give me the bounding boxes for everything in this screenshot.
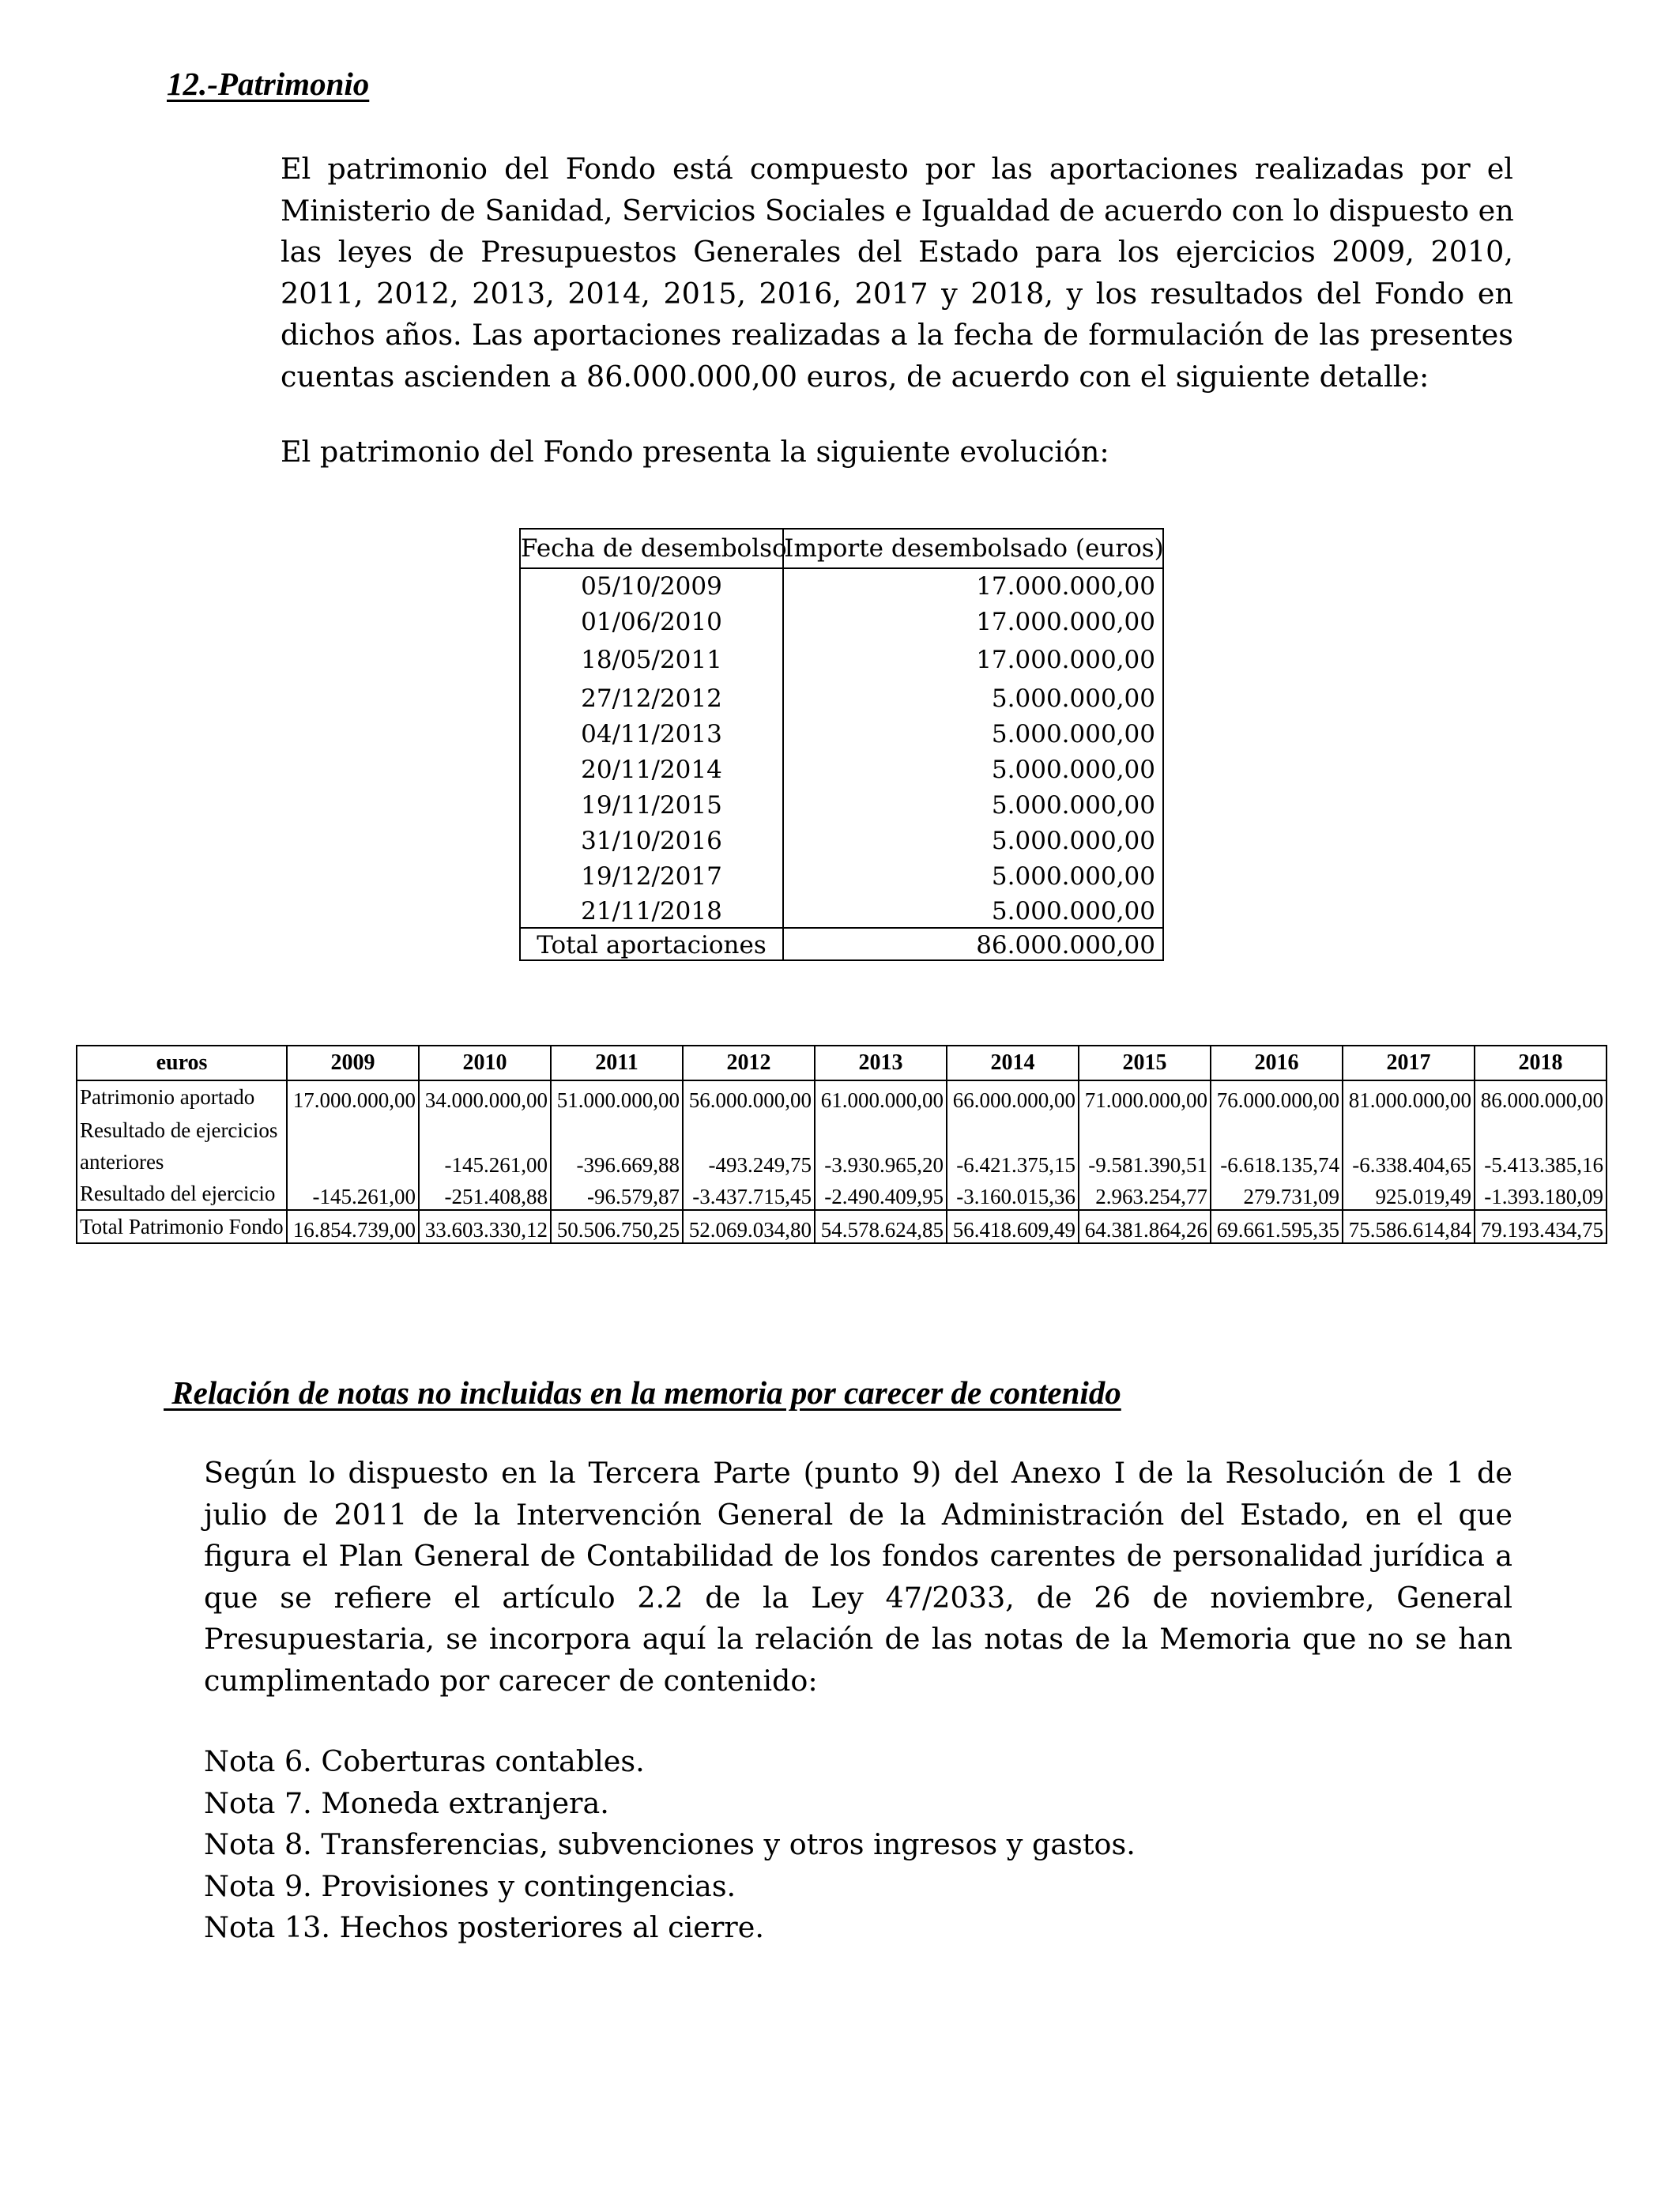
table-row	[77, 1178, 1607, 1210]
value-cell: -3.930.965,20	[815, 1113, 947, 1178]
section-title-patrimonio: 12.-Patrimonio	[167, 66, 370, 102]
row-amount: 17.000.000,00	[976, 572, 1155, 601]
paragraph-line: cuentas ascienden a 86.000.000,00 euros, de acuerdo con el siguiente detalle:	[281, 359, 1430, 394]
row-label: Resultado de ejercicios anteriores	[77, 1113, 287, 1178]
total-divider	[521, 927, 1162, 929]
value-cell: 76.000.000,00	[1211, 1080, 1343, 1113]
value-cell: 279.731,09	[1211, 1178, 1343, 1210]
value-cell: 56.000.000,00	[683, 1080, 815, 1113]
paragraph-line: dichos años. Las aportaciones realizadas a la fecha de formulación de las presentes	[281, 318, 1513, 352]
patrimonio-paragraph	[281, 149, 1513, 398]
row-date: 20/11/2014	[581, 756, 722, 784]
row-date: 27/12/2012	[581, 684, 722, 713]
total-label: Total aportaciones	[537, 931, 767, 959]
paragraph-line: Según lo dispuesto en la Tercera Parte (punto 9) del Anexo I de la Resolución de 1 de	[204, 1456, 1512, 1490]
value-cell: -3.437.715,45	[683, 1178, 815, 1210]
value-cell: 2.963.254,77	[1079, 1178, 1211, 1210]
row-amount: 5.000.000,00	[991, 756, 1155, 784]
table-row	[77, 1113, 1607, 1178]
value-cell: 54.578.624,85	[815, 1210, 947, 1243]
value-cell: -9.581.390,51	[1079, 1113, 1211, 1178]
value-cell: -2.490.409,95	[815, 1178, 947, 1210]
value-cell: 51.000.000,00	[551, 1080, 683, 1113]
section-title-notas: Relación de notas no incluidas en la memoria por carecer de contenido	[164, 1374, 1121, 1411]
row-date: 05/10/2009	[581, 572, 722, 601]
value-cell: 52.069.034,80	[683, 1210, 815, 1243]
header-fecha: Fecha de desembolso	[521, 534, 787, 563]
row-amount: 5.000.000,00	[991, 720, 1155, 748]
list-item: Nota 8. Transferencias, subvenciones y otros ingresos y gastos.	[204, 1827, 1136, 1861]
value-cell: 71.000.000,00	[1079, 1080, 1211, 1113]
row-date: 01/06/2010	[581, 608, 722, 636]
value-cell: 75.586.614,84	[1343, 1210, 1475, 1243]
value-cell: 50.506.750,25	[551, 1210, 683, 1243]
value-cell: 56.418.609,49	[947, 1210, 1079, 1243]
paragraph-line: Ministerio de Sanidad, Servicios Sociales e Igualdad de acuerdo con lo dispuesto en	[281, 193, 1514, 228]
row-date: 18/05/2011	[581, 646, 722, 674]
header-cell: 2012	[683, 1046, 815, 1080]
header-cell: 2018	[1475, 1046, 1607, 1080]
patrimonio-evolution-table	[76, 1045, 1607, 1244]
value-cell: 69.661.595,35	[1211, 1210, 1343, 1243]
row-amount: 5.000.000,00	[991, 827, 1155, 855]
row-label: Total Patrimonio Fondo	[77, 1210, 287, 1243]
value-cell	[287, 1113, 419, 1178]
row-amount: 17.000.000,00	[976, 608, 1155, 636]
value-cell: -5.413.385,16	[1475, 1113, 1607, 1178]
value-cell: 66.000.000,00	[947, 1080, 1079, 1113]
row-date: 04/11/2013	[581, 720, 722, 748]
paragraph-line: julio de 2011 de la Intervención General de la Administración del Estado, en el que	[204, 1497, 1512, 1532]
value-cell: 16.854.739,00	[287, 1210, 419, 1243]
value-cell: -6.421.375,15	[947, 1113, 1079, 1178]
header-cell: 2016	[1211, 1046, 1343, 1080]
value-cell: 79.193.434,75	[1475, 1210, 1607, 1243]
header-cell: 2011	[551, 1046, 683, 1080]
row-amount: 5.000.000,00	[991, 897, 1155, 925]
list-item: Nota 7. Moneda extranjera.	[204, 1785, 609, 1820]
table-row	[77, 1080, 1607, 1113]
list-item: Nota 9. Provisiones y contingencias.	[204, 1868, 736, 1903]
evolution-intro: El patrimonio del Fondo presenta la siguiente evolución:	[281, 435, 1109, 469]
header-importe: Importe desembolsado (euros)	[784, 534, 1164, 563]
value-cell: -6.618.135,74	[1211, 1113, 1343, 1178]
value-cell: -1.393.180,09	[1475, 1178, 1607, 1210]
header-divider	[521, 567, 1162, 569]
paragraph-line: Presupuestaria, se incorpora aquí la relación de las notas de la Memoria que no se han	[204, 1622, 1512, 1656]
row-amount: 5.000.000,00	[991, 862, 1155, 891]
paragraph-line: cumplimentado por carecer de contenido:	[204, 1663, 818, 1698]
paragraph-line: El patrimonio del Fondo está compuesto por las aportaciones realizadas por el	[281, 152, 1513, 186]
value-cell: -3.160.015,36	[947, 1178, 1079, 1210]
value-cell: -396.669,88	[551, 1113, 683, 1178]
paragraph-line: las leyes de Presupuestos Generales del Estado para los ejercicios 2009, 2010,	[281, 235, 1513, 269]
value-cell: 64.381.864,26	[1079, 1210, 1211, 1243]
table-row	[77, 1210, 1607, 1243]
value-cell: -251.408,88	[419, 1178, 551, 1210]
list-item: Nota 13. Hechos posteriores al cierre.	[204, 1910, 764, 1944]
header-cell: 2010	[419, 1046, 551, 1080]
value-cell: -493.249,75	[683, 1113, 815, 1178]
aportaciones-table	[519, 528, 1164, 961]
total-value: 86.000.000,00	[976, 931, 1155, 959]
value-cell: -145.261,00	[419, 1113, 551, 1178]
paragraph-line: que se refiere el artículo 2.2 de la Ley 47/2033, de 26 de noviembre, General	[204, 1580, 1512, 1615]
header-cell: 2015	[1079, 1046, 1211, 1080]
row-date: 31/10/2016	[581, 827, 722, 855]
header-cell: 2009	[287, 1046, 419, 1080]
paragraph-line: figura el Plan General de Contabilidad de los fondos carentes de personalidad jurídica a	[204, 1539, 1512, 1573]
header-row	[77, 1046, 1607, 1080]
value-cell: -6.338.404,65	[1343, 1113, 1475, 1178]
paragraph-line: 2011, 2012, 2013, 2014, 2015, 2016, 2017 y 2018, y los resultados del Fondo en	[281, 276, 1513, 311]
notas-paragraph	[204, 1453, 1512, 1702]
value-cell: 81.000.000,00	[1343, 1080, 1475, 1113]
notes-list	[204, 1741, 1468, 1949]
value-cell: 925.019,49	[1343, 1178, 1475, 1210]
header-cell: euros	[77, 1046, 287, 1080]
row-amount: 5.000.000,00	[991, 791, 1155, 820]
row-label: Resultado del ejercicio	[77, 1178, 287, 1210]
row-amount: 17.000.000,00	[976, 646, 1155, 674]
header-cell: 2014	[947, 1046, 1079, 1080]
value-cell: 17.000.000,00	[287, 1080, 419, 1113]
value-cell: 34.000.000,00	[419, 1080, 551, 1113]
row-date: 21/11/2018	[581, 897, 722, 925]
row-date: 19/11/2015	[581, 791, 722, 820]
value-cell: -145.261,00	[287, 1178, 419, 1210]
header-cell: 2013	[815, 1046, 947, 1080]
value-cell: 86.000.000,00	[1475, 1080, 1607, 1113]
row-label: Patrimonio aportado	[77, 1080, 287, 1113]
list-item: Nota 6. Coberturas contables.	[204, 1744, 645, 1778]
value-cell: 61.000.000,00	[815, 1080, 947, 1113]
header-cell: 2017	[1343, 1046, 1475, 1080]
value-cell: -96.579,87	[551, 1178, 683, 1210]
value-cell: 33.603.330,12	[419, 1210, 551, 1243]
row-amount: 5.000.000,00	[991, 684, 1155, 713]
row-date: 19/12/2017	[581, 862, 722, 891]
